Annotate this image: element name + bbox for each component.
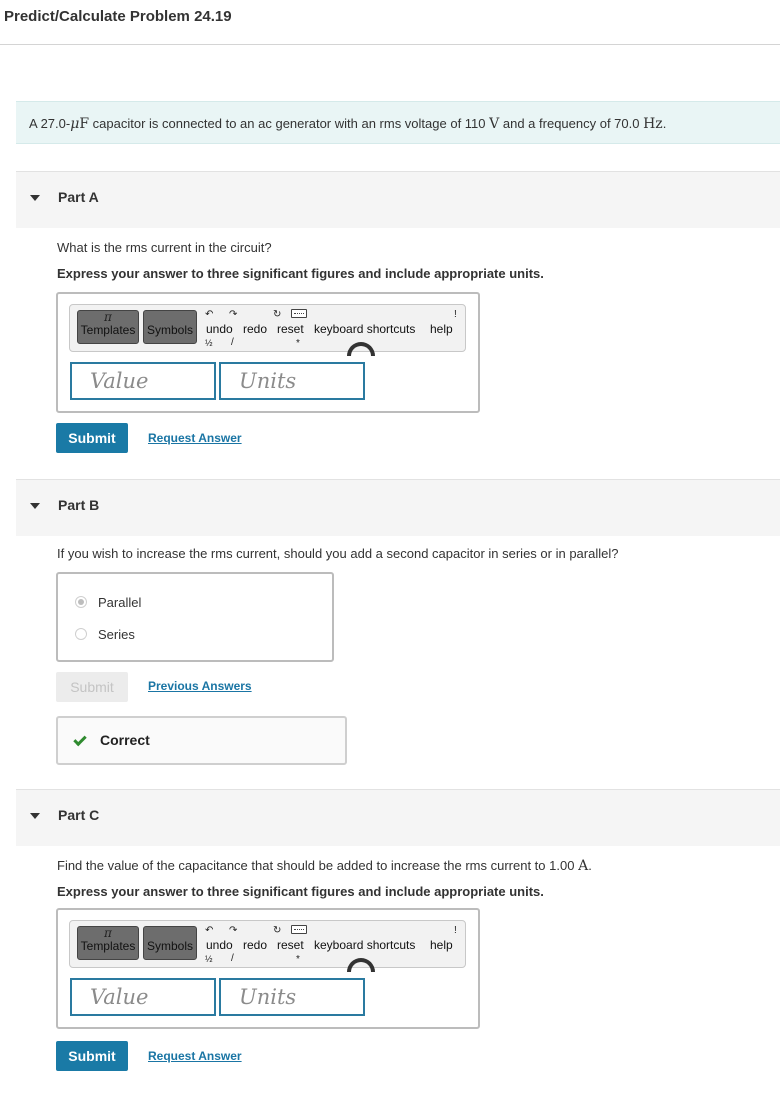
unit-hertz: Hz bbox=[643, 116, 663, 132]
units-input[interactable] bbox=[219, 978, 365, 1016]
part-a-question: What is the rms current in the circuit? bbox=[57, 240, 272, 255]
choice-series-label[interactable]: Series bbox=[98, 627, 135, 642]
part-a-title: Part A bbox=[58, 189, 99, 205]
problem-text-mid2: and a frequency of 70.0 bbox=[499, 116, 644, 131]
part-b-feedback bbox=[56, 716, 347, 765]
part-c-answer-box bbox=[56, 908, 480, 1029]
part-b-header[interactable] bbox=[16, 479, 780, 536]
feedback-text: Correct bbox=[100, 732, 150, 748]
value-input[interactable] bbox=[70, 978, 216, 1016]
keyboard-shortcuts-button[interactable]: keyboard shortcuts bbox=[314, 322, 416, 336]
undo-button[interactable]: undo bbox=[206, 322, 233, 336]
slash-icon: / bbox=[231, 337, 234, 348]
symbols-button[interactable] bbox=[143, 926, 197, 960]
part-a-submit-button[interactable]: Submit bbox=[56, 423, 128, 453]
part-a-header[interactable] bbox=[16, 171, 780, 228]
collapse-caret-icon[interactable] bbox=[30, 503, 40, 509]
part-b-submit-button: Submit bbox=[56, 672, 128, 702]
math-toolbar bbox=[69, 304, 466, 352]
templates-label: Templates bbox=[80, 323, 136, 337]
choice-parallel-label[interactable]: Parallel bbox=[98, 595, 142, 610]
part-a-answer-box bbox=[56, 292, 480, 413]
problem-text-end: . bbox=[662, 116, 667, 131]
redo-arrow-icon: ↷ bbox=[229, 925, 238, 936]
part-c-title: Part C bbox=[58, 807, 100, 823]
fraction-icon: ½ bbox=[205, 338, 213, 348]
pi-icon: π bbox=[104, 926, 112, 940]
part-c-request-answer-link[interactable]: Request Answer bbox=[148, 1049, 242, 1063]
units-placeholder: Units bbox=[239, 985, 297, 1009]
redo-button[interactable]: redo bbox=[243, 938, 268, 952]
symbols-label: Symbols bbox=[146, 939, 193, 953]
page-title: Predict/Calculate Problem 24.19 bbox=[4, 8, 232, 25]
templates-button[interactable] bbox=[77, 926, 139, 960]
part-c-submit-button[interactable]: Submit bbox=[56, 1041, 128, 1071]
math-toolbar bbox=[69, 920, 466, 968]
value-placeholder: Value bbox=[90, 985, 149, 1009]
fraction-icon: ½ bbox=[205, 954, 213, 964]
templates-label: Templates bbox=[80, 939, 136, 953]
loading-spinner-icon bbox=[347, 342, 375, 356]
symbols-button[interactable] bbox=[143, 310, 197, 344]
keyboard-shortcuts-button[interactable]: keyboard shortcuts bbox=[314, 938, 416, 952]
value-placeholder: Value bbox=[90, 369, 149, 393]
symbols-label: Symbols bbox=[146, 323, 193, 337]
reset-arrow-icon: ↻ bbox=[273, 925, 282, 936]
reset-button[interactable]: reset bbox=[277, 322, 304, 336]
part-b-choices bbox=[56, 572, 334, 662]
undo-arrow-icon: ↶ bbox=[205, 925, 214, 936]
unit-farad: F bbox=[79, 116, 90, 132]
collapse-caret-icon[interactable] bbox=[30, 195, 40, 201]
radio-parallel[interactable] bbox=[75, 596, 87, 608]
reset-arrow-icon: ↻ bbox=[273, 309, 282, 320]
units-placeholder: Units bbox=[239, 369, 297, 393]
problem-text bbox=[29, 116, 666, 132]
part-c-question bbox=[57, 858, 592, 874]
help-mark-icon: ! bbox=[454, 309, 457, 320]
part-c-question-text: Find the value of the capacitance that should be added to increase the rms current to 1.00 bbox=[57, 858, 579, 873]
help-button[interactable]: help bbox=[430, 938, 453, 952]
problem-text-pre: A 27.0- bbox=[29, 116, 71, 131]
help-button[interactable]: help bbox=[430, 322, 453, 336]
templates-button[interactable] bbox=[77, 310, 139, 344]
pi-icon: π bbox=[104, 310, 112, 324]
value-input[interactable] bbox=[70, 362, 216, 400]
asterisk-icon: * bbox=[296, 338, 300, 349]
radio-series[interactable] bbox=[75, 628, 87, 640]
title-divider bbox=[0, 44, 780, 45]
redo-arrow-icon: ↷ bbox=[229, 309, 238, 320]
redo-button[interactable]: redo bbox=[243, 322, 268, 336]
collapse-caret-icon[interactable] bbox=[30, 813, 40, 819]
help-mark-icon: ! bbox=[454, 925, 457, 936]
asterisk-icon: * bbox=[296, 954, 300, 965]
keyboard-icon bbox=[291, 925, 307, 934]
checkmark-icon bbox=[73, 733, 86, 746]
unit-ampere: A bbox=[578, 858, 589, 874]
slash-icon: / bbox=[231, 953, 234, 964]
mu-symbol: μ bbox=[70, 116, 80, 132]
part-a-instruction: Express your answer to three significant figures and include appropriate units. bbox=[57, 266, 544, 281]
problem-text-mid: capacitor is connected to an ac generator with an rms voltage of 110 bbox=[89, 116, 490, 131]
part-c-header[interactable] bbox=[16, 789, 780, 846]
part-b-question: If you wish to increase the rms current, should you add a second capacitor in series or in parallel? bbox=[57, 546, 619, 561]
undo-arrow-icon: ↶ bbox=[205, 309, 214, 320]
units-input[interactable] bbox=[219, 362, 365, 400]
reset-button[interactable]: reset bbox=[277, 938, 304, 952]
part-b-title: Part B bbox=[58, 497, 100, 513]
part-c-question-end: . bbox=[588, 858, 592, 873]
part-b-previous-answers-link[interactable]: Previous Answers bbox=[148, 679, 252, 693]
undo-button[interactable]: undo bbox=[206, 938, 233, 952]
unit-volt: V bbox=[489, 116, 500, 132]
part-c-instruction: Express your answer to three significant figures and include appropriate units. bbox=[57, 884, 544, 899]
loading-spinner-icon bbox=[347, 958, 375, 972]
keyboard-icon bbox=[291, 309, 307, 318]
problem-statement bbox=[16, 101, 780, 144]
part-a-request-answer-link[interactable]: Request Answer bbox=[148, 431, 242, 445]
